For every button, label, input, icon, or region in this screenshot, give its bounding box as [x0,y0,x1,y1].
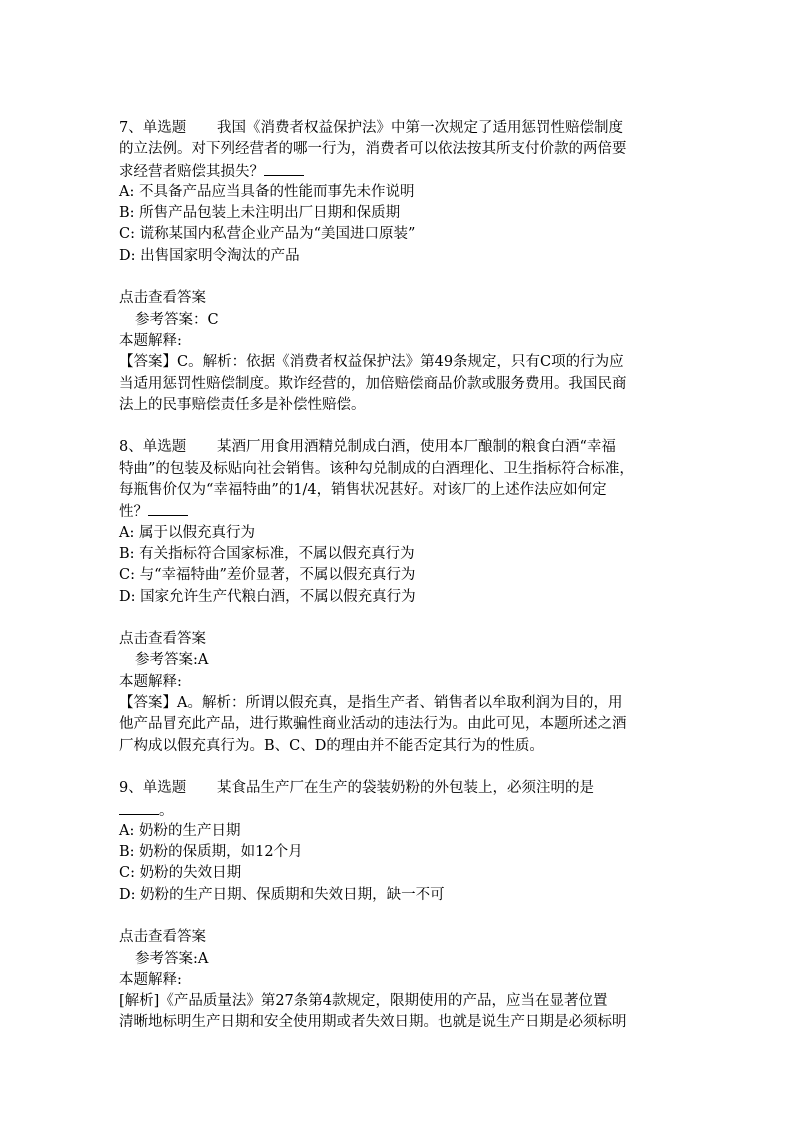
question-stem: 某酒厂用食用酒精兑制成白酒，使用本厂酿制的粮食白酒“幸福 [217,439,616,456]
option-d[interactable]: D: 国家允许生产代粮白酒，不属以假充真行为 [119,588,416,605]
view-answer-link[interactable]: 点击查看答案 [119,929,206,946]
question-7 [119,118,659,416]
question-stem: 特曲”的包装及标贴向社会销售。该种勾兑制成的白酒理化、卫生指标符合标准， [119,460,634,477]
option-a[interactable]: A: 奶粉的生产日期 [119,822,241,839]
document-page [119,118,659,1034]
explanation-text: 【答案】A。解析：所谓以假充真，是指生产者、销售者以牟取利润为目的，用 [119,695,623,712]
explanation-text: 清晰地标明生产日期和安全使用期或者失效日期。也就是说生产日期是必须标明 [119,1014,627,1031]
answer-blank [264,161,304,176]
option-a[interactable]: A: 不具备产品应当具备的性能而事先未作说明 [119,183,415,200]
answer-blank [148,501,188,516]
option-b[interactable]: B: 有关指标符合国家标准，不属以假充真行为 [119,545,415,562]
reference-answer: 参考答案:A [135,950,209,967]
explanation-label: 本题解释: [119,971,182,988]
option-c[interactable]: C: 与“幸福特曲”差价显著，不属以假充真行为 [119,567,416,584]
reference-answer: 参考答案:A [135,652,209,669]
question-stem: 的立法例。对下列经营者的哪一行为，消费者可以依法按其所支付价款的两倍要 [119,141,627,158]
question-stem: 我国《消费者权益保护法》中第一次规定了适用惩罚性赔偿制度 [217,120,623,136]
question-stem: 性？ [119,504,148,521]
question-number: 9、单选题 [119,780,187,797]
option-b[interactable]: B: 所售产品包装上未注明出厂日期和保质期 [119,205,401,222]
explanation-text: 他产品冒充此产品，进行欺骗性商业活动的违法行为。由此可见，本题所述之酒 [119,716,627,733]
option-a[interactable]: A: 属于以假充真行为 [119,524,255,541]
view-answer-link[interactable]: 点击查看答案 [119,290,206,307]
option-c[interactable]: C: 谎称某国内私营企业产品为“美国进口原装” [119,226,416,243]
question-stem: 求经营者赔偿其损失？ [119,163,264,180]
option-b[interactable]: B: 奶粉的保质期，如12个月 [119,844,303,861]
question-9 [119,778,659,1034]
explanation-text: [解析]《产品质量法》第27条第4款规定，限期使用的产品，应当在显著位置 [119,993,608,1010]
reference-answer: 参考答案：C [135,311,219,328]
question-stem: 每瓶售价仅为“幸福特曲”的1/4，销售状况甚好。对该厂的上述作法应如何定 [119,482,607,499]
answer-blank [119,800,159,815]
explanation-text: 当适用惩罚性赔偿制度。欺诈经营的，加倍赔偿商品价款或服务费用。我国民商 [119,375,627,392]
option-c[interactable]: C: 奶粉的失效日期 [119,865,242,882]
question-number: 7、单选题 [119,120,187,136]
explanation-label: 本题解释: [119,673,182,690]
explanation-text: 【答案】C。解析：依据《消费者权益保护法》第49条规定，只有C项的行为应 [119,354,624,371]
question-number: 8、单选题 [119,439,187,456]
explanation-label: 本题解释: [119,332,182,349]
explanation-text: 厂构成以假充真行为。B、C、D的理由并不能否定其行为的性质。 [119,737,544,754]
question-stem: 某食品生产厂在生产的袋装奶粉的外包装上，必须注明的是 [217,780,594,797]
explanation-text: 法上的民事赔偿责任多是补偿性赔偿。 [119,396,366,413]
question-stem: 。 [159,802,174,819]
option-d[interactable]: D: 奶粉的生产日期、保质期和失效日期，缺一不可 [119,886,445,903]
view-answer-link[interactable]: 点击查看答案 [119,631,206,648]
option-d[interactable]: D: 出售国家明令淘汰的产品 [119,247,300,264]
question-8 [119,437,659,756]
